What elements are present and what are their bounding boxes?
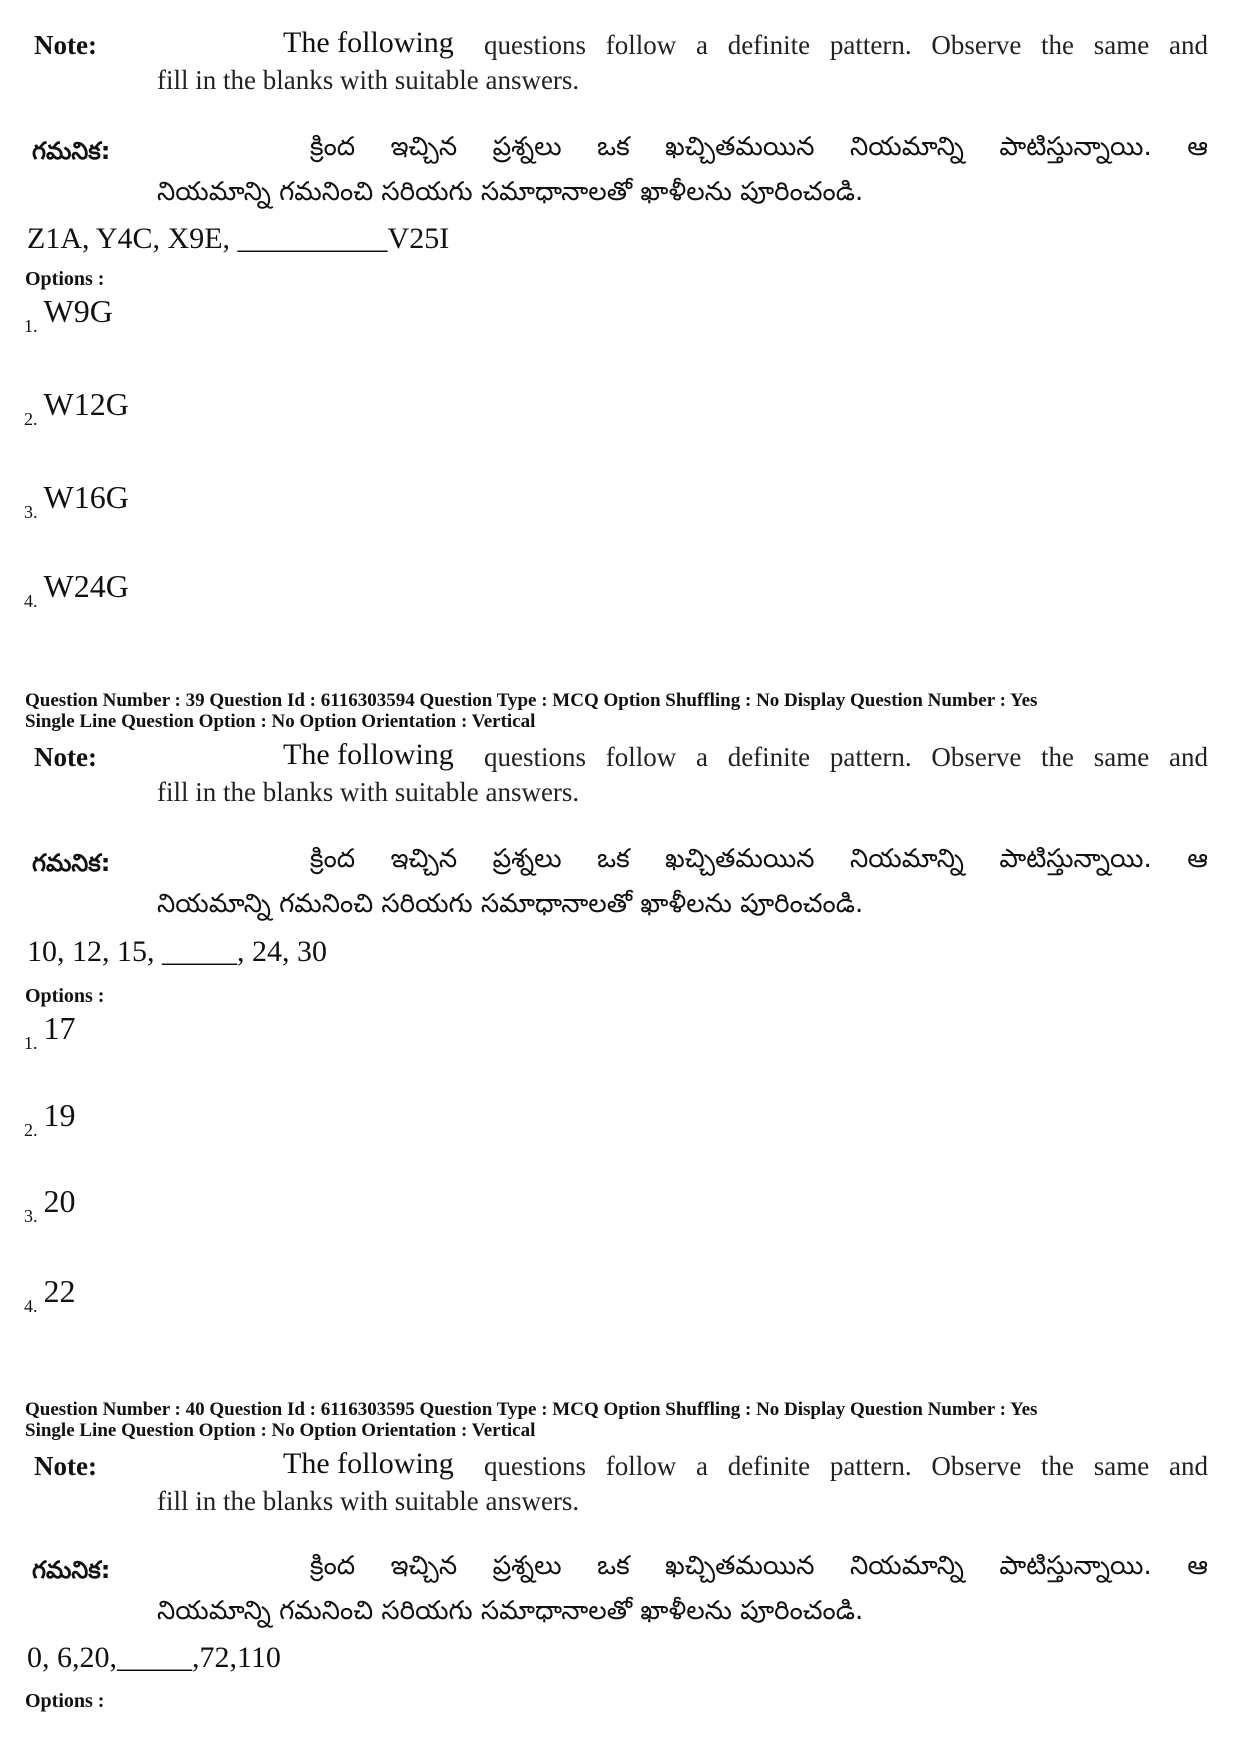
option-value: 19 xyxy=(43,1097,76,1133)
note-text: questions follow a definite pattern. Observe the same and xyxy=(484,30,1208,60)
question-meta-line2: Single Line Question Option : No Option Orientation : Vertical xyxy=(25,1420,536,1441)
telugu-note-text-line2: నియమాన్ని గమనించి సరియగు సమాధానాలతో ఖాళీలను పూరించండి. xyxy=(157,1596,864,1626)
options-label: Options : xyxy=(25,985,105,1007)
option-3[interactable] xyxy=(24,1183,76,1227)
options-label: Options : xyxy=(25,268,105,290)
note-lead: The following xyxy=(283,738,454,771)
question-meta-line2: Single Line Question Option : No Option Orientation : Vertical xyxy=(25,711,536,732)
option-1[interactable] xyxy=(24,293,113,337)
telugu-note-label: గమనిక: xyxy=(32,137,111,165)
note-text-line2: fill in the blanks with suitable answers. xyxy=(157,65,580,95)
option-number: 4. xyxy=(24,591,38,611)
option-number: 1. xyxy=(24,316,38,336)
option-number: 4. xyxy=(24,1296,38,1316)
option-number: 2. xyxy=(24,409,38,429)
option-4[interactable] xyxy=(24,568,129,612)
telugu-note-text: క్రింద ఇచ్చిన ప్రశ్నలు ఒక ఖచ్చితమయిన నియమాన్ని పాటిస్తున్నాయి. ఆ xyxy=(310,844,1208,874)
option-number: 3. xyxy=(24,1206,38,1226)
option-number: 2. xyxy=(24,1120,38,1140)
option-value: W24G xyxy=(43,568,129,604)
telugu-note-text: క్రింద ఇచ్చిన ప్రశ్నలు ఒక ఖచ్చితమయిన నియమాన్ని పాటిస్తున్నాయి. ఆ xyxy=(310,1551,1208,1581)
note-lead: The following xyxy=(283,1447,454,1480)
telugu-note-text: క్రింద ఇచ్చిన ప్రశ్నలు ఒక ఖచ్చితమయిన నియమాన్ని పాటిస్తున్నాయి. ఆ xyxy=(310,132,1208,162)
note-lead: The following xyxy=(283,26,454,59)
telugu-note-text-line2: నియమాన్ని గమనించి సరియగు సమాధానాలతో ఖాళీలను పూరించండి. xyxy=(157,889,864,919)
option-value: W16G xyxy=(43,479,129,515)
option-2[interactable] xyxy=(24,386,129,430)
options-label: Options : xyxy=(25,1690,105,1712)
option-2[interactable] xyxy=(24,1097,76,1141)
question-meta: Question Number : 40 Question Id : 6116303595 Question Type : MCQ Option Shuffling : No Display Question Number : Yes xyxy=(25,1399,1038,1420)
telugu-note-label: గమనిక: xyxy=(32,1556,111,1584)
telugu-note-label: గమనిక: xyxy=(32,849,111,877)
note-label: Note: xyxy=(34,30,97,60)
option-4[interactable] xyxy=(24,1273,76,1317)
option-value: 20 xyxy=(43,1183,76,1219)
option-value: 22 xyxy=(43,1273,76,1309)
note-text-line2: fill in the blanks with suitable answers. xyxy=(157,1486,580,1516)
note-label: Note: xyxy=(34,1451,97,1481)
option-number: 1. xyxy=(24,1033,38,1053)
question-text: Z1A, Y4C, X9E, __________V25I xyxy=(27,222,450,255)
note-text: questions follow a definite pattern. Observe the same and xyxy=(484,1451,1208,1481)
option-value: W9G xyxy=(43,293,113,329)
question-meta: Question Number : 39 Question Id : 6116303594 Question Type : MCQ Option Shuffling : No Display Question Number : Yes xyxy=(25,690,1038,711)
question-text: 0, 6,20,_____,72,110 xyxy=(27,1641,281,1674)
option-value: W12G xyxy=(43,386,129,422)
option-number: 3. xyxy=(24,502,38,522)
note-text: questions follow a definite pattern. Observe the same and xyxy=(484,742,1208,772)
question-text: 10, 12, 15, _____, 24, 30 xyxy=(27,935,327,968)
telugu-note-text-line2: నియమాన్ని గమనించి సరియగు సమాధానాలతో ఖాళీలను పూరించండి. xyxy=(157,177,864,207)
note-label: Note: xyxy=(34,742,97,772)
option-1[interactable] xyxy=(24,1010,76,1054)
note-text-line2: fill in the blanks with suitable answers. xyxy=(157,777,580,807)
option-3[interactable] xyxy=(24,479,129,523)
option-value: 17 xyxy=(43,1010,76,1046)
